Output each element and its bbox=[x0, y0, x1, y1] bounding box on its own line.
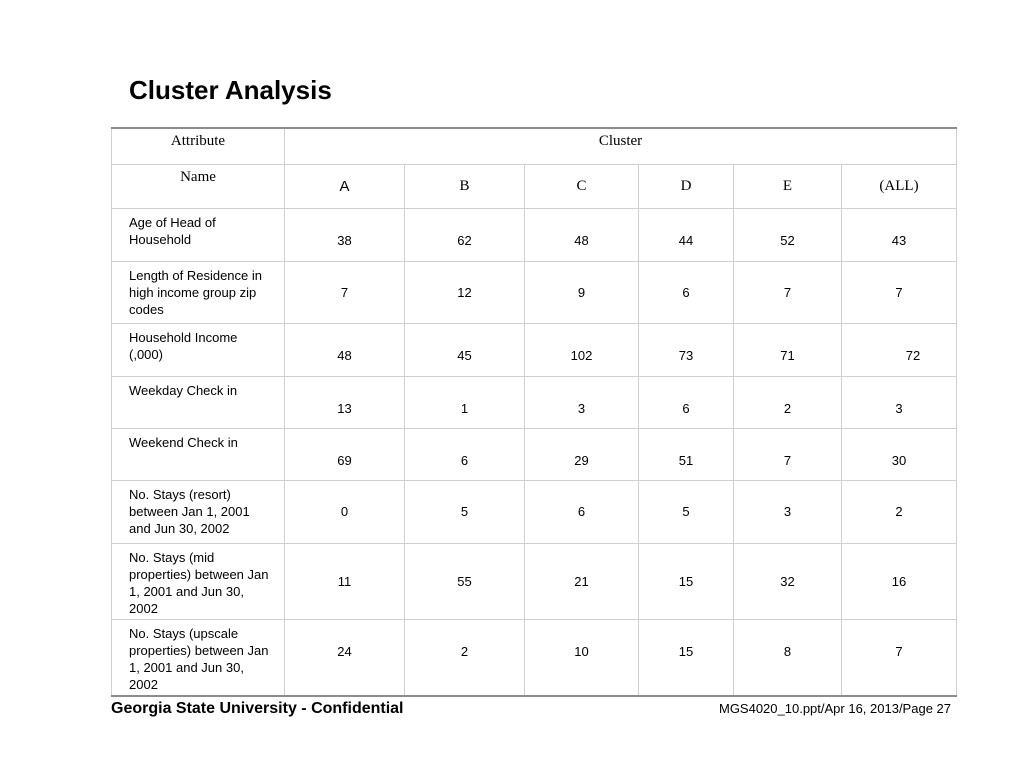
slide-title: Cluster Analysis bbox=[129, 75, 332, 105]
cell-value: 44 bbox=[639, 208, 734, 261]
cell-value: 3 bbox=[842, 376, 957, 428]
cell-value: 32 bbox=[734, 543, 842, 619]
cell-value: 7 bbox=[842, 261, 957, 323]
row-attribute: Household Income (,000) bbox=[112, 323, 285, 376]
table-row bbox=[112, 376, 957, 428]
cell-value: 69 bbox=[285, 428, 405, 480]
cell-value: 29 bbox=[525, 428, 639, 480]
cell-value: 15 bbox=[639, 619, 734, 696]
cell-value: 6 bbox=[525, 480, 639, 543]
cell-value: 5 bbox=[639, 480, 734, 543]
cell-value: 102 bbox=[525, 323, 639, 376]
cell-value: 7 bbox=[842, 619, 957, 696]
table-row bbox=[112, 261, 957, 323]
table-row bbox=[112, 323, 957, 376]
header-row-2 bbox=[112, 164, 957, 208]
header-cluster: Cluster bbox=[285, 128, 957, 164]
cell-value: 52 bbox=[734, 208, 842, 261]
row-attribute: No. Stays (resort) between Jan 1, 2001 and Jun 30, 2002 bbox=[112, 480, 285, 543]
cell-value: 72 bbox=[842, 323, 957, 376]
cell-value: 15 bbox=[639, 543, 734, 619]
cell-value: 2 bbox=[734, 376, 842, 428]
cell-value: 7 bbox=[734, 428, 842, 480]
table-row bbox=[112, 428, 957, 480]
header-col-a: A bbox=[285, 164, 405, 208]
cell-value: 21 bbox=[525, 543, 639, 619]
cell-value: 73 bbox=[639, 323, 734, 376]
cluster-table bbox=[111, 127, 957, 697]
cell-value: 6 bbox=[405, 428, 525, 480]
cell-value: 13 bbox=[285, 376, 405, 428]
cell-value: 48 bbox=[525, 208, 639, 261]
cell-value: 43 bbox=[842, 208, 957, 261]
header-row-1 bbox=[112, 128, 957, 164]
header-col-c: C bbox=[525, 164, 639, 208]
cell-value: 48 bbox=[285, 323, 405, 376]
row-attribute: Weekend Check in bbox=[112, 428, 285, 480]
footer-page-info: MGS4020_10.ppt/Apr 16, 2013/Page 27 bbox=[718, 701, 951, 716]
cell-value: 8 bbox=[734, 619, 842, 696]
cell-value: 5 bbox=[405, 480, 525, 543]
table-row bbox=[112, 208, 957, 261]
row-attribute: No. Stays (upscale properties) between Jan 1, 2001 and Jun 30, 2002 bbox=[112, 619, 285, 696]
table-row bbox=[112, 543, 957, 619]
cell-value: 6 bbox=[639, 261, 734, 323]
cell-value: 12 bbox=[405, 261, 525, 323]
table-row bbox=[112, 480, 957, 543]
cell-value: 30 bbox=[842, 428, 957, 480]
row-attribute: Age of Head of Household bbox=[112, 208, 285, 261]
cell-value: 7 bbox=[285, 261, 405, 323]
cell-value: 6 bbox=[639, 376, 734, 428]
cell-value: 16 bbox=[842, 543, 957, 619]
cell-value: 62 bbox=[405, 208, 525, 261]
cell-value: 11 bbox=[285, 543, 405, 619]
cell-value: 7 bbox=[734, 261, 842, 323]
cell-value: 24 bbox=[285, 619, 405, 696]
header-attribute: Attribute bbox=[112, 128, 285, 164]
row-attribute: Weekday Check in bbox=[112, 376, 285, 428]
cell-value: 51 bbox=[639, 428, 734, 480]
row-attribute: Length of Residence in high income group zip codes bbox=[112, 261, 285, 323]
header-col-e: E bbox=[734, 164, 842, 208]
row-attribute: No. Stays (mid properties) between Jan 1, 2001 and Jun 30, 2002 bbox=[112, 543, 285, 619]
table-row bbox=[112, 619, 957, 696]
cell-value: 0 bbox=[285, 480, 405, 543]
footer-organization: Georgia State University - Confidential bbox=[111, 700, 404, 717]
cell-value: 3 bbox=[734, 480, 842, 543]
header-col-b: B bbox=[405, 164, 525, 208]
cell-value: 1 bbox=[405, 376, 525, 428]
cell-value: 2 bbox=[842, 480, 957, 543]
header-col-all: (ALL) bbox=[842, 164, 957, 208]
cell-value: 9 bbox=[525, 261, 639, 323]
header-name: Name bbox=[112, 164, 285, 208]
cell-value: 2 bbox=[405, 619, 525, 696]
cell-value: 38 bbox=[285, 208, 405, 261]
cell-value: 3 bbox=[525, 376, 639, 428]
header-col-d: D bbox=[639, 164, 734, 208]
cell-value: 10 bbox=[525, 619, 639, 696]
cell-value: 71 bbox=[734, 323, 842, 376]
cell-value: 45 bbox=[405, 323, 525, 376]
cell-value: 55 bbox=[405, 543, 525, 619]
